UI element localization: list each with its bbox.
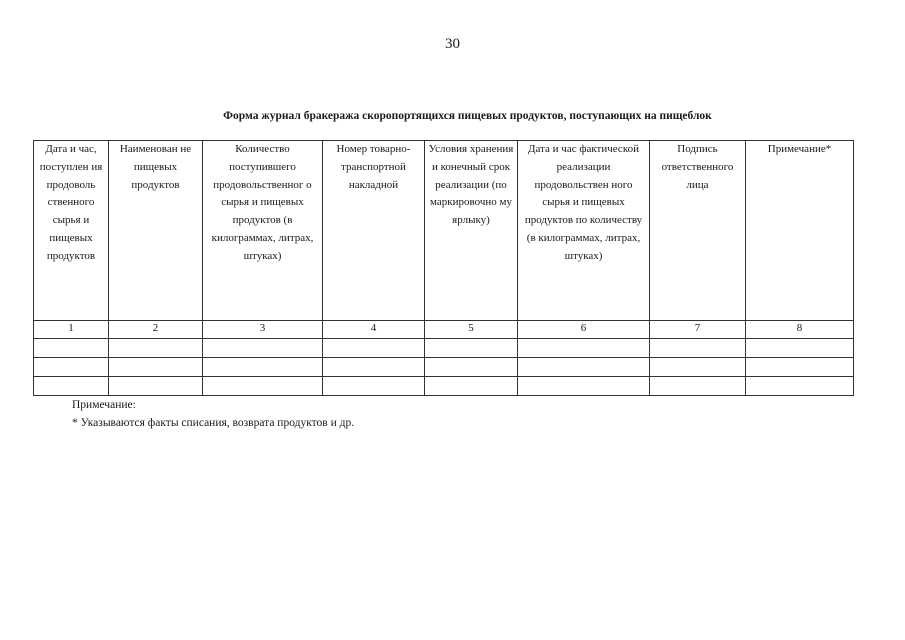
empty-cell — [746, 358, 854, 377]
empty-cell — [109, 377, 203, 396]
empty-cell — [323, 377, 425, 396]
column-number: 7 — [650, 321, 746, 339]
column-number: 1 — [34, 321, 109, 339]
empty-cell — [34, 339, 109, 358]
empty-cell — [518, 377, 650, 396]
empty-cell — [34, 377, 109, 396]
document-title: Форма журнал бракеража скоропортящихся пищевых продуктов, поступающих на пищеблок — [223, 110, 712, 122]
column-number: 6 — [518, 321, 650, 339]
page-number: 30 — [445, 36, 460, 52]
column-number: 4 — [323, 321, 425, 339]
empty-row — [34, 339, 854, 358]
column-number: 5 — [425, 321, 518, 339]
empty-cell — [746, 339, 854, 358]
empty-cell — [518, 339, 650, 358]
header-cell-actual-sale-datetime: Дата и час фактической реализации продовольствен ного сырья и пищевых продуктов по количеству (в килограммах, литрах, штуках) — [518, 141, 650, 321]
empty-cell — [746, 377, 854, 396]
note-label: Примечание: — [72, 399, 136, 411]
column-number: 2 — [109, 321, 203, 339]
empty-cell — [203, 377, 323, 396]
empty-row — [34, 358, 854, 377]
empty-cell — [109, 339, 203, 358]
empty-cell — [109, 358, 203, 377]
empty-cell — [203, 358, 323, 377]
header-cell-storage-conditions: Условия хранения и конечный срок реализации (по маркировочно му ярлыку) — [425, 141, 518, 321]
header-cell-signature: Подпись ответственного лица — [650, 141, 746, 321]
empty-cell — [323, 339, 425, 358]
empty-cell — [650, 358, 746, 377]
empty-cell — [650, 339, 746, 358]
column-number-row — [34, 321, 854, 339]
note-text: * Указываются факты списания, возврата продуктов и др. — [72, 417, 355, 429]
header-cell-waybill-number: Номер товарно-транспортной накладной — [323, 141, 425, 321]
empty-cell — [425, 339, 518, 358]
header-cell-quantity-received: Количество поступившего продовольственног о сырья и пищевых продуктов (в килограммах, литрах, штуках) — [203, 141, 323, 321]
rejection-journal-table — [33, 140, 854, 396]
empty-cell — [518, 358, 650, 377]
empty-row — [34, 377, 854, 396]
header-row — [34, 141, 854, 321]
empty-cell — [425, 358, 518, 377]
column-number: 3 — [203, 321, 323, 339]
empty-cell — [425, 377, 518, 396]
header-cell-note: Примечание* — [746, 141, 854, 321]
empty-cell — [203, 339, 323, 358]
empty-cell — [650, 377, 746, 396]
header-cell-receipt-datetime: Дата и час, поступлен ия продоволь ственного сырья и пищевых продуктов — [34, 141, 109, 321]
empty-cell — [323, 358, 425, 377]
column-number: 8 — [746, 321, 854, 339]
header-cell-product-name: Наименован не пищевых продуктов — [109, 141, 203, 321]
empty-cell — [34, 358, 109, 377]
